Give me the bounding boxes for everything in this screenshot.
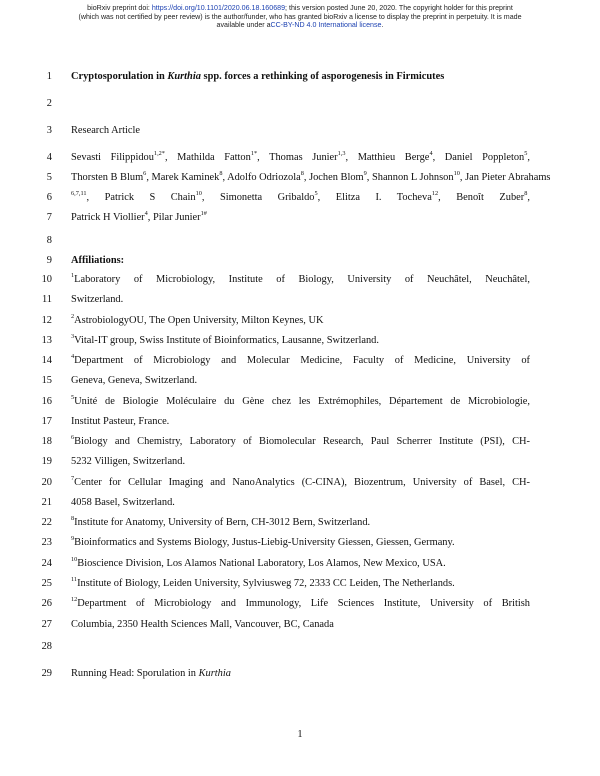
line-number: 7 <box>46 212 52 223</box>
affiliation-12-cont: Columbia, 2350 Health Sciences Mall, Vancouver, BC, Canada <box>71 619 334 630</box>
line-number: 29 <box>41 668 52 679</box>
line-23 <box>0 536 600 556</box>
running-head: Running Head: Sporulation in Kurthia <box>71 668 231 679</box>
author: Jochen Blom <box>309 172 364 183</box>
affiliation-1-cont: Switzerland. <box>71 294 124 305</box>
line-21 <box>0 496 600 516</box>
line-6 <box>0 191 600 211</box>
affiliation-7: $^7$Center for Cellular Imaging and NanoAnalytics (C-CINA), Biozentrum, University of Basel, CH- <box>71 475 530 488</box>
line-13 <box>0 334 600 354</box>
author: Adolfo Odriozola <box>227 172 301 183</box>
notice-line-3: available under aCC-BY-ND 4.0 International license. <box>216 21 384 30</box>
author: Thorsten B Blum <box>71 172 144 183</box>
author: Benoît Zuber <box>456 192 525 203</box>
affiliation-1: $^1$Laboratory of Microbiology, Institute of Biology, University of Neuchâtel, Neuchâtel, <box>71 272 530 285</box>
line-11 <box>0 293 600 313</box>
line-17 <box>0 415 600 435</box>
author-line: Thorsten B Blum$^6$, Marek Kaminek$^8$, Adolfo Odriozola$^8$, Jochen Blom$^9$, Shannon L Johnson$^{10}$, Jan Pieter Abrahams <box>71 170 551 183</box>
line-number: 19 <box>41 456 52 467</box>
author: Marek Kaminek <box>151 172 220 183</box>
line-29 <box>0 667 600 687</box>
affiliation-5: $^5$Unité de Biologie Moléculaire du Gène chez les Extrémophiles, Département de Microbiologie, <box>71 394 530 407</box>
line-number: 14 <box>41 355 52 366</box>
line-5 <box>0 171 600 191</box>
notice-line-1: bioRxiv preprint doi: https://doi.org/10.1101/2020.06.18.160689; this version posted June 20, 2020. The copyright holder for this preprint <box>87 4 513 12</box>
author: Elitza I. Tocheva <box>335 192 432 203</box>
line-10 <box>0 273 600 293</box>
author: Matthieu Berge <box>357 152 430 163</box>
notice-line-2: (which was not certified by peer review) is the author/funder, who has granted bioRxiv a license to display the preprint in perpetuity. It is made <box>78 12 522 21</box>
line-number: 27 <box>41 619 52 630</box>
line-number: 4 <box>46 152 52 163</box>
line-number: 12 <box>41 315 52 326</box>
paper-title: Cryptosporulation in Kurthia spp. forces a rethinking of asporogenesis in Firmicutes <box>71 71 445 82</box>
line-number: 15 <box>41 375 52 386</box>
line-number: 8 <box>46 235 52 246</box>
line-number: 11 <box>41 294 52 305</box>
author: Shannon L Johnson <box>371 172 454 183</box>
line-number: 20 <box>41 477 52 488</box>
affiliations-heading: Affiliations: <box>71 255 125 266</box>
affiliation-4-cont: Geneva, Geneva, Switzerland. <box>71 375 198 386</box>
affiliation-3: $^3$Vital-IT group, Swiss Institute of Bioinformatics, Lausanne, Switzerland. <box>71 333 379 346</box>
line-7 <box>0 211 600 231</box>
affiliation-5-cont: Institut Pasteur, France. <box>71 416 170 427</box>
author: Pilar Junier <box>153 212 201 223</box>
line-26 <box>0 597 600 617</box>
line-number: 21 <box>41 497 52 508</box>
line-number: 10 <box>41 274 52 285</box>
line-number: 17 <box>41 416 52 427</box>
affiliation-12: $^{12}$Department of Microbiology and Immunology, Life Sciences Institute, University of British <box>71 596 530 609</box>
line-number: 9 <box>46 255 52 266</box>
author-line: Sevasti Filippidou$^{1,2*}$, Mathilda Fatton$^{1*}$, Thomas Junier$^{1,3}$, Matthieu Berge$^4$, Daniel Poppleton$^5$, <box>71 150 530 163</box>
line-number: 6 <box>46 192 52 203</box>
affiliation-8: $^8$Institute for Anatomy, University of Bern, CH-3012 Bern, Switzerland. <box>71 515 371 528</box>
line-number: 22 <box>41 517 52 528</box>
affiliation-7-cont: 4058 Basel, Switzerland. <box>71 497 175 508</box>
author: Simonetta Gribaldo <box>219 192 315 203</box>
line-16 <box>0 395 600 415</box>
line-22 <box>0 516 600 536</box>
affiliation-6: $^6$Biology and Chemistry, Laboratory of Biomolecular Research, Paul Scherrer Institute (PSI), CH- <box>71 434 530 447</box>
affiliation-10: $^{10}$Bioscience Division, Los Alamos National Laboratory, Los Alamos, New Mexico, USA. <box>71 556 446 569</box>
line-number: 23 <box>41 537 52 548</box>
line-2 <box>0 97 600 117</box>
author: Patrick H Viollier <box>71 212 145 223</box>
line-number: 26 <box>41 598 52 609</box>
line-3 <box>0 124 600 144</box>
line-1 <box>0 70 600 90</box>
author: Thomas Junier <box>269 152 338 163</box>
line-9 <box>0 254 600 274</box>
author-line: Patrick H Viollier$^4$, Pilar Junier$^{1\#}$ <box>71 210 207 223</box>
line-8 <box>0 234 600 254</box>
line-number: 5 <box>46 172 52 183</box>
line-number: 18 <box>41 436 52 447</box>
author: Patrick S Chain <box>104 192 196 203</box>
line-number: 16 <box>41 396 52 407</box>
affiliation-11: $^{11}$Institute of Biology, Leiden University, Sylviusweg 72, 2333 CC Leiden, The Netherlands. <box>71 576 455 589</box>
author-line: $^{6,7,11}$, Patrick S Chain$^{10}$, Simonetta Gribaldo$^5$, Elitza I. Tocheva$^{12}$, Benoît Zuber$^8$, <box>71 190 530 203</box>
line-28 <box>0 640 600 660</box>
line-number: 25 <box>41 578 52 589</box>
author-part: Jan Pieter Abrahams <box>465 172 551 183</box>
line-18 <box>0 435 600 455</box>
line-14 <box>0 354 600 374</box>
doi-link[interactable]: https://doi.org/10.1101/2020.06.18.160689 <box>151 4 286 12</box>
line-19 <box>0 455 600 475</box>
line-number: 1 <box>46 71 52 82</box>
line-24 <box>0 557 600 577</box>
license-link[interactable]: CC-BY-ND 4.0 International license <box>270 21 382 30</box>
affiliation-6-cont: 5232 Villigen, Switzerland. <box>71 456 186 467</box>
line-25 <box>0 577 600 597</box>
line-number: 13 <box>41 335 52 346</box>
line-15 <box>0 374 600 394</box>
affiliation-9: $^9$Bioinformatics and Systems Biology, Justus-Liebig-University Giessen, Giessen, Germany. <box>71 535 455 548</box>
biorxiv-notice <box>60 4 540 30</box>
line-27 <box>0 618 600 638</box>
author: Mathilda Fatton <box>177 152 251 163</box>
line-12 <box>0 314 600 334</box>
author: Sevasti Filippidou <box>71 152 154 163</box>
article-type: Research Article <box>71 125 140 136</box>
line-number: 3 <box>46 125 52 136</box>
affiliation-4: $^4$Department of Microbiology and Molecular Medicine, Faculty of Medicine, University of <box>71 353 530 366</box>
line-number: 2 <box>46 98 52 109</box>
line-number: 24 <box>41 558 52 569</box>
page-number: 1 <box>297 729 303 740</box>
line-number: 28 <box>41 641 52 652</box>
line-4 <box>0 151 600 171</box>
affiliation-2: $^2$AstrobiologyOU, The Open University, Milton Keynes, UK <box>71 313 324 326</box>
author: Daniel Poppleton <box>444 152 525 163</box>
line-20 <box>0 476 600 496</box>
